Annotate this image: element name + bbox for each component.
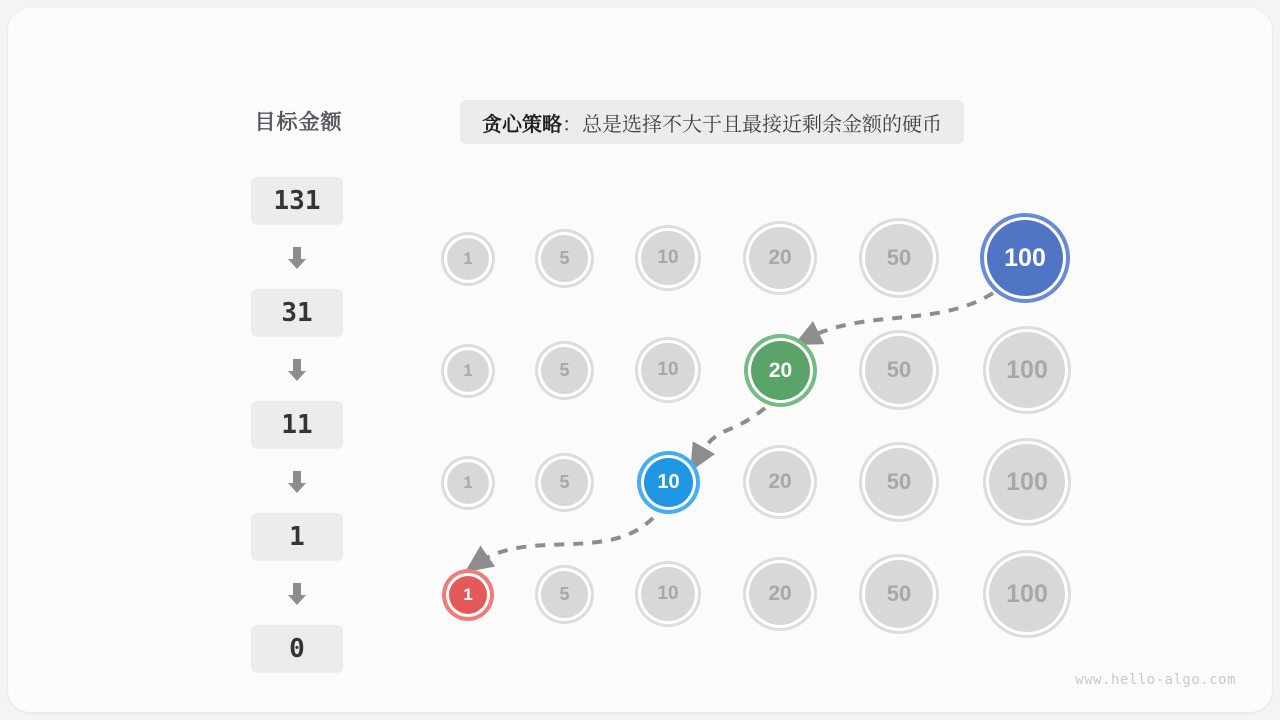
coin-50[interactable]: 50 <box>862 333 936 407</box>
coin-1[interactable]: 1 <box>444 459 492 507</box>
watermark: www.hello-algo.com <box>1075 672 1236 688</box>
coin-5[interactable]: 5 <box>538 568 591 621</box>
arrow-down-icon <box>286 357 308 383</box>
diagram-card <box>8 8 1272 712</box>
coin-100[interactable]: 100 <box>986 553 1068 635</box>
coin-20[interactable]: 20 <box>746 560 814 628</box>
amount-box-2: 11 <box>251 401 343 449</box>
coin-100[interactable]: 100 <box>986 329 1068 411</box>
coin-50[interactable]: 50 <box>862 445 936 519</box>
coin-50[interactable]: 50 <box>862 557 936 631</box>
coin-10[interactable]: 10 <box>638 228 698 288</box>
coin-20[interactable]: 20 <box>746 448 814 516</box>
coin-100-selected[interactable]: 100 <box>984 217 1066 299</box>
coin-10[interactable]: 10 <box>638 564 698 624</box>
coin-1[interactable]: 1 <box>444 235 492 283</box>
coin-5[interactable]: 5 <box>538 232 591 285</box>
arrow-down-icon <box>286 581 308 607</box>
coin-1[interactable]: 1 <box>444 347 492 395</box>
target-amount-title: 目标金额 <box>254 111 343 134</box>
coin-10-selected[interactable]: 10 <box>641 455 696 510</box>
arrow-down-icon <box>286 469 308 495</box>
amount-box-4: 0 <box>251 625 343 673</box>
amount-box-0: 131 <box>251 177 343 225</box>
banner-strong-text: 贪心策略 <box>482 113 562 136</box>
arrow-down-icon <box>286 245 308 271</box>
amount-box-1: 31 <box>251 289 343 337</box>
coin-1-selected[interactable]: 1 <box>446 573 490 617</box>
coin-50[interactable]: 50 <box>862 221 936 295</box>
banner-rest-text: ：总是选择不大于且最接近剩余金额的硬币 <box>562 113 942 136</box>
coin-10[interactable]: 10 <box>638 340 698 400</box>
coin-5[interactable]: 5 <box>538 456 591 509</box>
coin-5[interactable]: 5 <box>538 344 591 397</box>
coin-100[interactable]: 100 <box>986 441 1068 523</box>
greedy-strategy-banner <box>460 100 964 144</box>
coin-20[interactable]: 20 <box>746 224 814 292</box>
amount-box-3: 1 <box>251 513 343 561</box>
coin-20-selected[interactable]: 20 <box>748 338 813 403</box>
